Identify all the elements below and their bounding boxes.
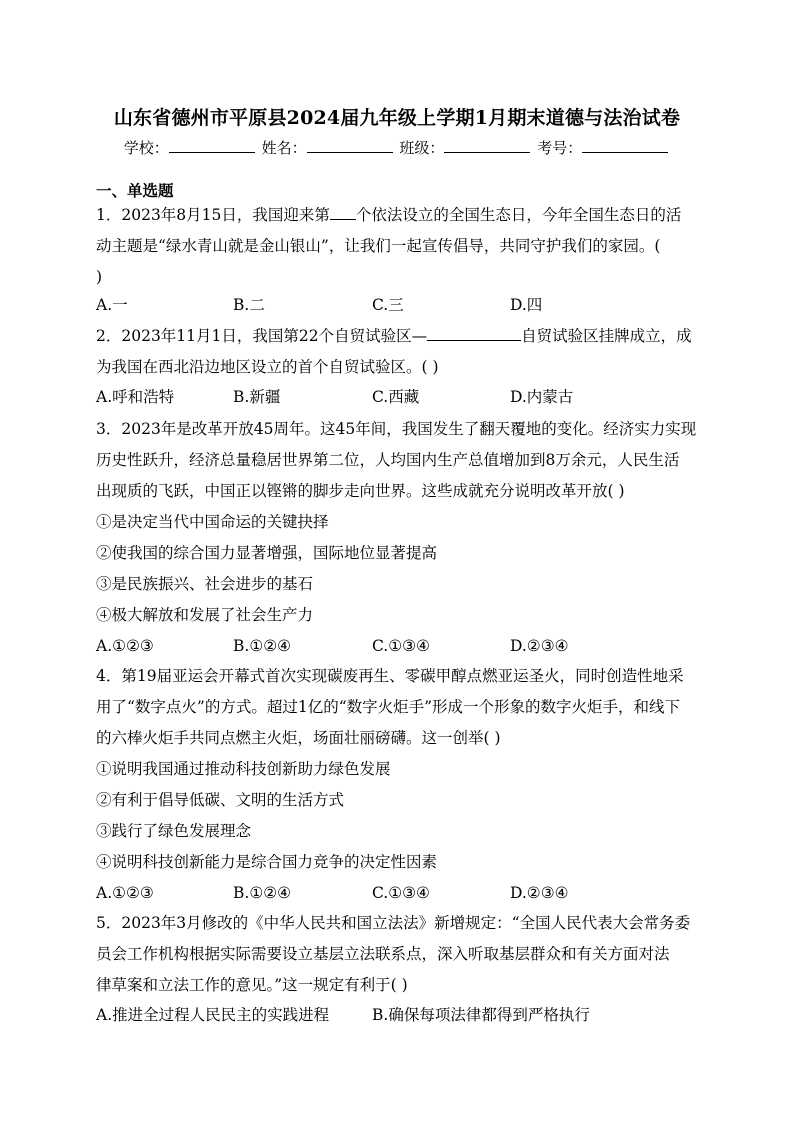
number-label: 考号： — [537, 139, 583, 157]
class-label: 班级： — [399, 139, 445, 157]
q2-line-1 — [96, 326, 706, 346]
q3-statement-3: ③是民族振兴、社会进步的基石 — [96, 575, 314, 593]
q4-statement-2: ②有利于倡导低碳、文明的生活方式 — [96, 791, 345, 809]
class-blank[interactable] — [444, 140, 530, 153]
q1-blank — [330, 205, 356, 220]
q3-statement-2: ②使我国的综合国力显著增强，国际地位显著提高 — [96, 544, 438, 562]
q3-option-d[interactable]: D.②③④ — [510, 637, 569, 655]
q1-option-b[interactable]: B.二 — [233, 296, 265, 314]
q1-option-d[interactable]: D.四 — [510, 296, 543, 314]
q3-line-2: 历史性跃升，经济总量稳居世界第二位，人均国内生产总值增加到8万余元，人民生活 — [96, 451, 680, 469]
page-title: 山东省德州市平原县2024届九年级上学期1月期末道德与法治试卷 — [113, 107, 681, 129]
q4-option-a[interactable]: A.①②③ — [96, 884, 154, 902]
q2-option-c[interactable]: C.西藏 — [372, 388, 420, 406]
q1-text-b: 个依法设立的全国生态日，今年全国生态日的活 — [355, 206, 682, 224]
q4-line-3: 的六棒火炬手共同点燃主火炬，场面壮丽磅礴。这一创举( ) — [96, 729, 501, 747]
q4-option-d[interactable]: D.②③④ — [510, 884, 569, 902]
q3-line-3: 出现质的飞跃，中国正以铿锵的脚步走向世界。这些成就充分说明改革开放( ) — [96, 482, 625, 500]
q1-line-2: 动主题是“绿水青山就是金山银山”，让我们一起宣传倡导，共同守护我们的家园。( — [96, 237, 661, 255]
q1-line-3: ) — [96, 268, 103, 286]
q4-option-b[interactable]: B.①②④ — [233, 884, 292, 902]
q5-option-b[interactable]: B.确保每项法律都得到严格执行 — [372, 1006, 590, 1024]
q2-text-b: 自贸试验区挂牌成立，成 — [521, 327, 692, 345]
name-blank[interactable] — [307, 140, 393, 153]
number-blank[interactable] — [582, 140, 668, 153]
q4-option-c[interactable]: C.①③④ — [372, 884, 430, 902]
q2-blank — [427, 326, 521, 341]
q1-option-c[interactable]: C.三 — [372, 296, 404, 314]
q1-line-1 — [96, 205, 706, 225]
school-blank[interactable] — [169, 140, 255, 153]
q2-option-d[interactable]: D.内蒙古 — [510, 388, 574, 406]
q4-statement-1: ①说明我国通过推动科技创新助力绿色发展 — [96, 760, 391, 778]
section-heading: 一、单选题 — [96, 182, 174, 200]
q3-line-1: 3．2023年是改革开放45周年。这45年间，我国发生了翻天覆地的变化。经济实力实现 — [96, 420, 697, 438]
q1-text-a: 1．2023年8月15日，我国迎来第 — [96, 206, 330, 224]
q3-option-c[interactable]: C.①③④ — [372, 637, 430, 655]
q3-option-a[interactable]: A.①②③ — [96, 637, 154, 655]
q3-statement-4: ④极大解放和发展了社会生产力 — [96, 606, 314, 624]
q2-text-a: 2．2023年11月1日，我国第22个自贸试验区— — [96, 327, 428, 345]
school-label: 学校： — [123, 139, 169, 157]
q4-line-1: 4．第19届亚运会开幕式首次实现碳废再生、零碳甲醇点燃亚运圣火，同时创造性地采 — [96, 667, 684, 685]
name-label: 姓名： — [261, 139, 307, 157]
student-info-row — [0, 137, 794, 158]
q3-statement-1: ①是决定当代中国命运的关键抉择 — [96, 513, 329, 531]
q3-option-b[interactable]: B.①②④ — [233, 637, 292, 655]
q5-line-1: 5．2023年3月修改的《中华人民共和国立法法》新增规定：“全国人民代表大会常务委 — [96, 914, 691, 932]
q2-option-b[interactable]: B.新疆 — [233, 388, 281, 406]
q4-statement-4: ④说明科技创新能力是综合国力竞争的决定性因素 — [96, 853, 438, 871]
q5-option-a[interactable]: A.推进全过程人民民主的实践进程 — [96, 1006, 330, 1024]
q1-option-a[interactable]: A.一 — [96, 296, 128, 314]
q4-statement-3: ③践行了绿色发展理念 — [96, 822, 252, 840]
q2-line-2: 为我国在西北沿边地区设立的首个自贸试验区。( ) — [96, 358, 439, 376]
q4-line-2: 用了“数字点火”的方式。超过1亿的“数字火炬手”形成一个形象的数字火炬手，和线下 — [96, 698, 681, 716]
q2-option-a[interactable]: A.呼和浩特 — [96, 388, 175, 406]
q5-line-2: 员会工作机构根据实际需要设立基层立法联系点，深入听取基层群众和有关方面对法 — [96, 945, 670, 963]
q5-line-3: 律草案和立法工作的意见。”这一规定有利于( ) — [96, 976, 408, 994]
